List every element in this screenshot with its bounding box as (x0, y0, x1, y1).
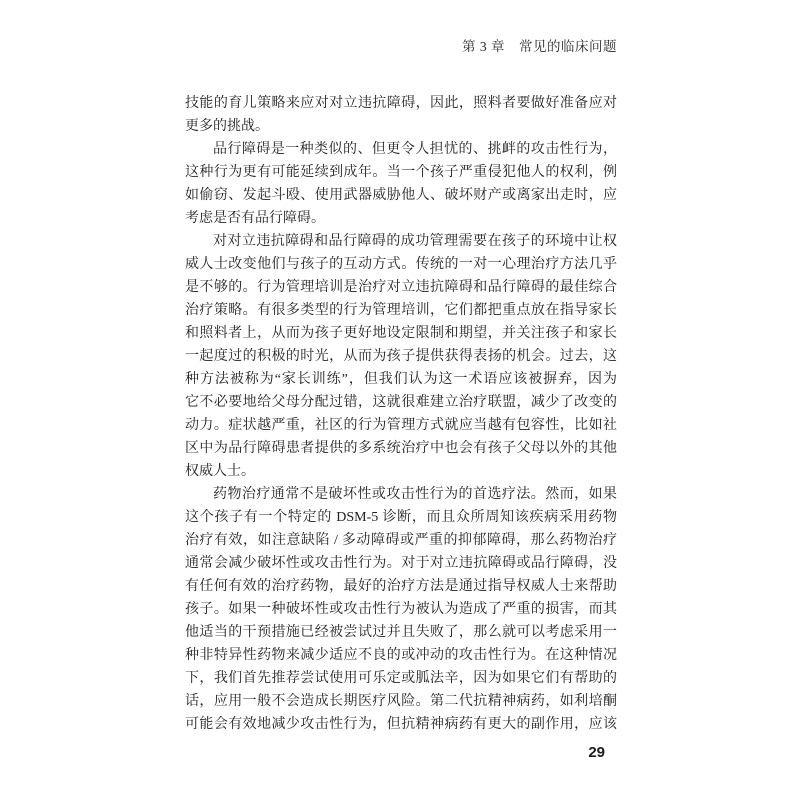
running-header: 第 3 章 常见的临床问题 (462, 39, 617, 54)
text-line: 种方法被称为“家长训练”，但我们认为这一术语应该被摒弃，因为 (185, 372, 617, 387)
text-line: 一起度过的积极的时光，从而为孩子提供获得表扬的机会。过去，这 (185, 349, 617, 364)
text-line: 区中为品行障碍患者提供的多系统治疗中也会有孩子父母以外的其他 (185, 441, 617, 456)
text-line: 话，应用一般不会造成长期医疗风险。第二代抗精神病药，如利培酮 (185, 694, 617, 709)
page-number: 29 (588, 744, 605, 761)
text-line: 是不够的。行为管理培训是治疗对立违抗障碍和品行障碍的最佳综合 (185, 280, 617, 295)
text-line: 威人士改变他们与孩子的互动方式。传统的一对一心理治疗方法几乎 (185, 257, 617, 272)
text-line: 这种行为更有可能延续到成年。当一个孩子严重侵犯他人的权利，例 (185, 165, 617, 180)
text-line: 考虑是否有品行障碍。 (185, 211, 325, 226)
text-line: 如偷窃、发起斗殴、使用武器威胁他人、破坏财产或离家出走时，应 (185, 188, 617, 203)
text-line: 下，我们首先推荐尝试使用可乐定或胍法辛，因为如果它们有帮助的 (185, 671, 617, 686)
text-line: 治疗策略。有很多类型的行为管理培训，它们都把重点放在指导家长 (185, 303, 617, 318)
text-line: 可能会有效地减少攻击性行为，但抗精神病药有更大的副作用，应该 (185, 717, 617, 732)
text-line: 孩子。如果一种破坏性或攻击性行为被认为造成了严重的损害，而其 (185, 602, 617, 617)
text-line: 他适当的干预措施已经被尝试过并且失败了，那么就可以考虑采用一 (185, 625, 617, 640)
text-line: 品行障碍是一种类似的、但更令人担忧的、挑衅的攻击性行为， (213, 142, 617, 157)
body-text (185, 92, 617, 736)
text-line: 有任何有效的治疗药物，最好的治疗方法是通过指导权威人士来帮助 (185, 579, 617, 594)
text-line: 通常会减少破坏性或攻击性行为。对于对立违抗障碍或品行障碍，没 (185, 556, 617, 571)
text-line: 它不必要地给父母分配过错，这就很难建立治疗联盟，减少了改变的 (185, 395, 617, 410)
text-line: 这个孩子有一个特定的 DSM-5 诊断，而且众所周知该疾病采用药物 (185, 510, 617, 525)
text-line: 药物治疗通常不是破坏性或攻击性行为的首选疗法。然而，如果 (213, 487, 617, 502)
text-line: 技能的育儿策略来应对对立违抗障碍，因此，照料者要做好准备应对 (185, 96, 617, 111)
text-line: 和照料者上，从而为孩子更好地设定限制和期望，并关注孩子和家长 (185, 326, 617, 341)
text-line: 动力。症状越严重，社区的行为管理方式就应当越有包容性，比如社 (185, 418, 617, 433)
text-line: 种非特异性药物来减少适应不良的或冲动的攻击性行为。在这种情况 (185, 648, 617, 663)
text-line: 更多的挑战。 (185, 119, 269, 134)
text-line: 权威人士。 (185, 464, 255, 479)
text-line: 对对立违抗障碍和品行障碍的成功管理需要在孩子的环境中让权 (213, 234, 617, 249)
text-line: 治疗有效，如注意缺陷 / 多动障碍或严重的抑郁障碍，那么药物治疗 (185, 533, 617, 548)
